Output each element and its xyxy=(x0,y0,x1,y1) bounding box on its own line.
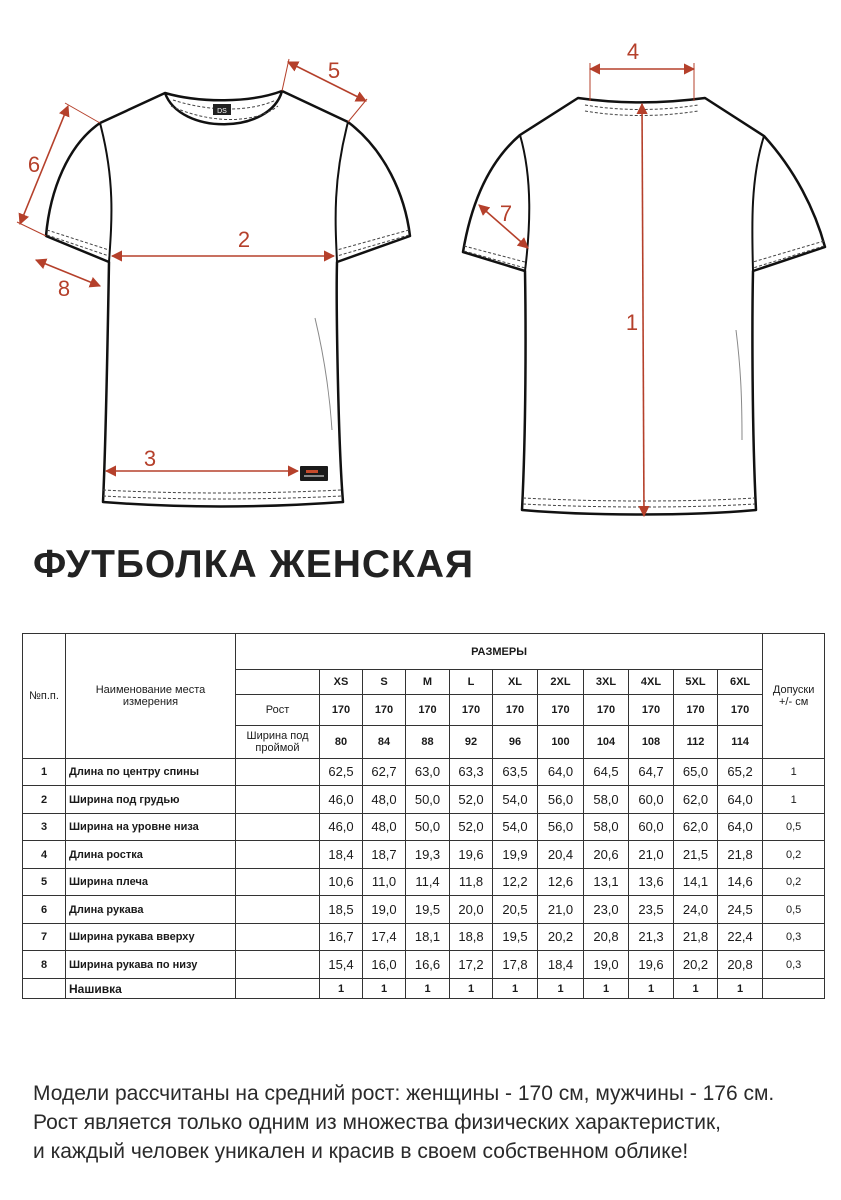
table-row: 2 Ширина под грудью 46,0 48,0 50,0 52,0 54,0 56,0 58,0 60,0 62,0 64,0 1 xyxy=(23,786,825,814)
svg-text:DS: DS xyxy=(217,108,227,115)
size-xl: XL xyxy=(493,670,538,695)
size-xs: XS xyxy=(320,670,363,695)
table-row: 4 Длина ростка 18,4 18,7 19,3 19,6 19,9 20,4 20,6 21,0 21,5 21,8 0,2 xyxy=(23,841,825,869)
size-l: L xyxy=(450,670,493,695)
measure-1-line xyxy=(642,104,644,516)
table-row: 7 Ширина рукава вверху 16,7 17,4 18,1 18,8 19,5 20,2 20,8 21,3 21,8 22,4 0,3 xyxy=(23,924,825,951)
measure-7-label: 7 xyxy=(499,201,513,226)
measure-2-label: 2 xyxy=(237,227,251,252)
row-heights: Рост 170 170 170 170 170 170 170 170 170 170 xyxy=(23,695,825,726)
width-label: Ширина под проймой xyxy=(236,726,320,759)
height-label: Рост xyxy=(236,695,320,726)
size-table xyxy=(22,633,825,999)
table-row: 1 Длина по центру спины 62,5 62,7 63,0 63,3 63,5 64,0 64,5 64,7 65,0 65,2 1 xyxy=(23,759,825,786)
size-2xl: 2XL xyxy=(538,670,584,695)
header-num: №п.п. xyxy=(23,634,66,759)
note-line: Рост является только одним из множества физических характеристик, xyxy=(33,1111,722,1134)
note-line: и каждый человек уникален и красив в своем собственном облике! xyxy=(33,1140,689,1163)
size-5xl: 5XL xyxy=(674,670,718,695)
size-m: M xyxy=(406,670,450,695)
measurement-labels xyxy=(28,39,639,471)
measure-3-label: 3 xyxy=(143,446,157,471)
table-row-patch: Нашивка 1 1 1 1 1 1 1 1 1 1 xyxy=(23,979,825,999)
size-3xl: 3XL xyxy=(584,670,629,695)
front-stitching xyxy=(47,100,409,499)
size-4xl: 4XL xyxy=(629,670,674,695)
footer-notes xyxy=(33,1079,833,1166)
header-sizes: РАЗМЕРЫ xyxy=(236,634,763,670)
size-6xl: 6XL xyxy=(718,670,763,695)
table-row: 5 Ширина плеча 10,6 11,0 11,4 11,8 12,2 12,6 13,1 13,6 14,1 14,6 0,2 xyxy=(23,869,825,896)
collar-logo-icon xyxy=(213,104,231,115)
note-line: Модели рассчитаны на средний рост: женщины - 170 см, мужчины - 176 см. xyxy=(33,1082,775,1105)
page-title: ФУТБОЛКА ЖЕНСКАЯ xyxy=(33,543,475,586)
tshirt-measurement-diagram xyxy=(0,0,841,530)
table-row: 3 Ширина на уровне низа 46,0 48,0 50,0 52,0 54,0 56,0 58,0 60,0 62,0 64,0 0,5 xyxy=(23,814,825,841)
front-tshirt xyxy=(46,91,410,507)
header-name: Наименование места измерения xyxy=(66,634,236,759)
table-row: 6 Длина рукава 18,5 19,0 19,5 20,0 20,5 21,0 23,0 23,5 24,0 24,5 0,5 xyxy=(23,896,825,924)
measure-1-label: 1 xyxy=(625,310,639,335)
measure-4-label: 4 xyxy=(626,39,640,64)
hem-patch-icon xyxy=(300,466,328,481)
header-tolerance: Допуски +/- см xyxy=(763,634,825,759)
size-s: S xyxy=(363,670,406,695)
measure-5-label: 5 xyxy=(327,58,341,83)
measure-8-label: 8 xyxy=(57,276,71,301)
table-row: 8 Ширина рукава по низу 15,4 16,0 16,6 17,2 17,8 18,4 19,0 19,6 20,2 20,8 0,3 xyxy=(23,951,825,979)
row-widths: Ширина под проймой 80 84 88 92 96 100 104 108 112 114 xyxy=(23,726,825,759)
measure-6-label: 6 xyxy=(27,152,41,177)
